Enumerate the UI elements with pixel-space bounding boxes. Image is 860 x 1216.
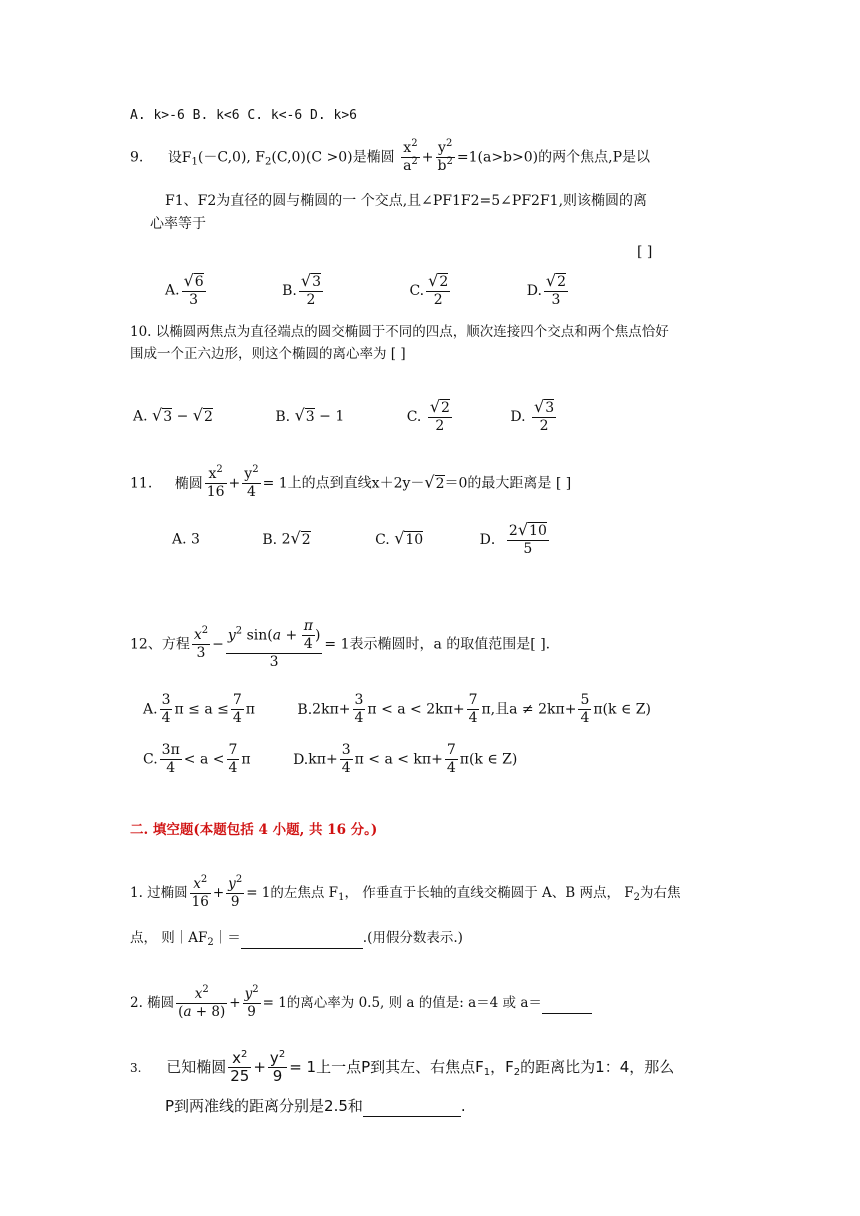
q9-line3: 心率等于: [150, 216, 206, 232]
q10-line1: 10. 以椭圆两焦点为直径端点的圆交椭圆于不同的四点，顺次连接四个交点和两个焦点恰好: [130, 324, 669, 340]
q11-options: A. 3 B. 2√2 C. √10 D． $\frac{2√10}{5}$: [172, 520, 547, 557]
q9-answer-bracket: [ ]: [637, 244, 653, 260]
f1-line2: 点， 则$|AF_2|=$ .(用假分数表示.): [130, 930, 463, 948]
f2-line: 2. 椭圆 $\frac{x^2}{(a + 8)}$ + $\frac{y^2}{9}$ = 1的离心率为 0.5, 则 a 的值是: a＝4 或 a＝: [130, 986, 592, 1021]
q9-number: 9.: [130, 149, 144, 166]
q8-options: A. k>-6 B. k<6 C. k<-6 D. k>6: [130, 108, 357, 123]
q9-line2: F1、F2为直径的圆与椭圆的一 个交点,且∠PF1F2=5∠PF2F1,则该椭圆的离: [165, 193, 648, 209]
f3-line2: P到两准线的距离分别是2.5和 .: [165, 1097, 466, 1115]
f3-line1: 3. 已知椭圆 $\frac{x^2}{25}$ + $\frac{y^2}{9}$ = 1上一点P到其左、右焦点$F_1$，$F_2$的距离比为1：4，那么: [130, 1049, 675, 1085]
section-title-fill-in: 二. 填空题(本题包括 4 小题, 共 16 分。): [130, 822, 378, 838]
f1-answer-blank[interactable]: [241, 928, 363, 949]
q9-fraction-y: $\frac{y^2}{b^2}$: [437, 138, 453, 174]
f2-answer-blank[interactable]: [542, 993, 592, 1014]
q12-stem: 12、方程 $\frac{x^2}{3}$ − $y^2$ sin(a + $\frac{\pi}{4}$ ) 3 = 1表示椭圆时，a 的取值范围是[ ].: [130, 618, 551, 670]
q12-options-row2: C. $\frac{3\pi}{4}$ < a < $\frac{7}{4}$ π D.kπ+ $\frac{3}{4}$ π < a < kπ+ $\frac{7}{4}$ π(k ∈ Z): [143, 742, 518, 776]
q10-options: A. √3 − √2 B. √3 − 1 C. $\frac{√2}{2}$ D. $\frac{√3}{2}$: [133, 397, 555, 434]
q9-line1: 9. 设$F_1(-C,0)$, $F_2(C,0)(C >0)$是椭圆 $\frac{x^2}{a^2}$ + $\frac{y^2}{b^2}$ =1(a>b>0)的两个焦点,P是以: [130, 138, 650, 174]
q9-fraction-x: $\frac{x^2}{a^2}$: [403, 138, 418, 174]
q12-options-row1: A. $\frac{3}{4}$ π ≤ a ≤ $\frac{7}{4}$ π B.2kπ+ $\frac{3}{4}$ π < a < 2kπ+ $\frac{7}{4}$ π,且a ≠ 2kπ+ $\frac{5}{4}$ π(k ∈ Z): [143, 692, 651, 726]
q9-options: A. $\frac{√6}{3}$ B. $\frac{√3}{2}$ C. $\frac{√2}{2}$ D. $\frac{√2}{3}$: [165, 271, 567, 308]
q11-stem: 11. 椭圆 $\frac{x^2}{16}$ + $\frac{y^2}{4}$ = 1上的点到直线x＋2y－√2＝0的最大距离是 [ ]: [130, 464, 572, 500]
f1-line1: 1. 过椭圆 $\frac{x^2}{16}$ + $\frac{y^2}{9}$ = 1的左焦点 $F_1$， 作垂直于长轴的直线交椭圆于 A、B 两点， $F_2$为右焦: [130, 874, 681, 910]
f3-answer-blank[interactable]: [363, 1096, 461, 1117]
q10-line2: 围成一个正六边形，则这个椭圆的离心率为 [ ]: [130, 346, 406, 362]
